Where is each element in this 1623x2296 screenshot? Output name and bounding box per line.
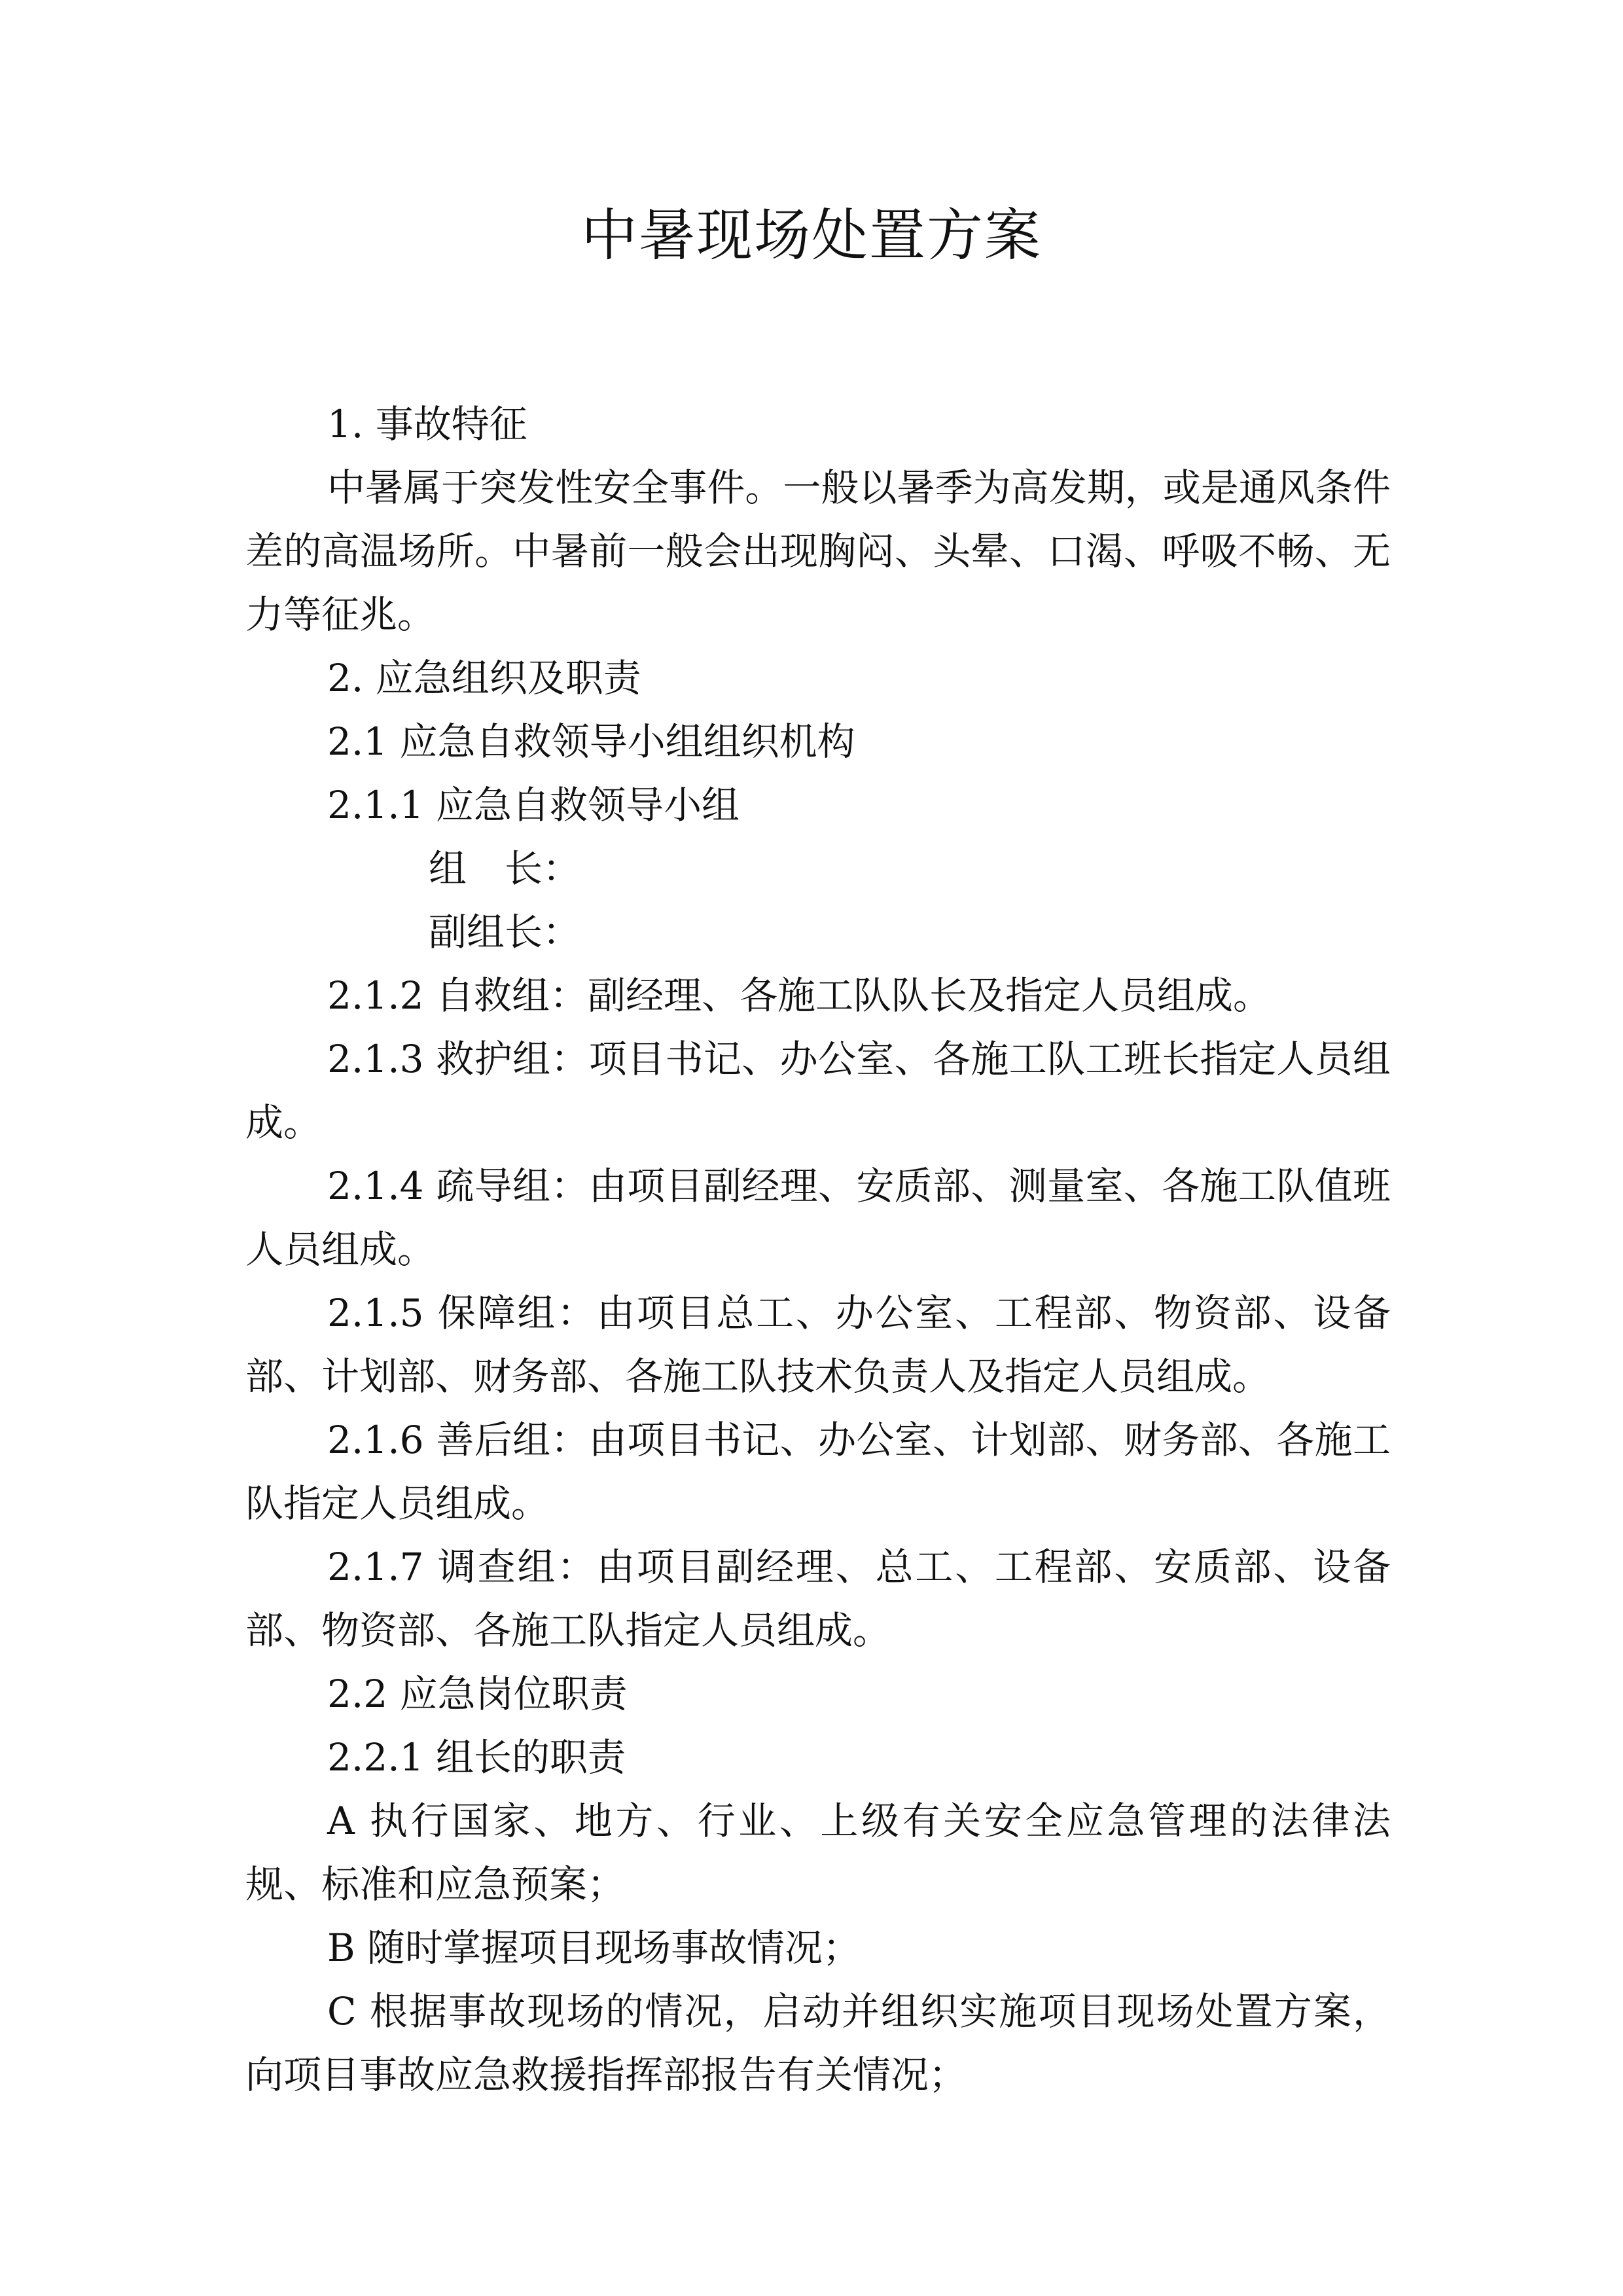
body-paragraph: 2.1.6 善后组：由项目书记、办公室、计划部、财务部、各施工队指定人员组成。 — [245, 1418, 1391, 1526]
document-body — [245, 393, 1391, 2107]
body-paragraph: B 随时掌握项目现场事故情况； — [327, 1926, 861, 1970]
body-paragraph: A 执行国家、地方、行业、上级有关安全应急管理的法律法规、标准和应急预案； — [245, 1799, 1391, 1907]
body-paragraph: 2.1.2 自救组：副经理、各施工队队长及指定人员组成。 — [327, 973, 1272, 1018]
body-paragraph: 2.1.5 保障组：由项目总工、办公室、工程部、物资部、设备部、计划部、财务部、各施工队技术负责人及指定人员组成。 — [245, 1291, 1391, 1399]
body-paragraph: 2.1.3 救护组：项目书记、办公室、各施工队工班长指定人员组成。 — [245, 1037, 1391, 1145]
body-paragraph: 2.1.7 调查组：由项目副经理、总工、工程部、安质部、设备部、物资部、各施工队指定人员组成。 — [245, 1545, 1391, 1653]
section-heading: 2.1.1 应急自救领导小组 — [327, 783, 740, 827]
body-paragraph: 中暑属于突发性安全事件。一般以暑季为高发期，或是通风条件差的高温场所。中暑前一般会出现胸闷、头晕、口渴、呼吸不畅、无力等征兆。 — [245, 465, 1391, 637]
body-paragraph: C 根据事故现场的情况，启动并组织实施项目现场处置方案，向项目事故应急救援指挥部报告有关情况； — [245, 1989, 1391, 2097]
section-heading: 2.2 应急岗位职责 — [327, 1672, 628, 1716]
member-line-deputy: 副组长： — [429, 910, 581, 954]
section-heading: 1. 事故特征 — [327, 402, 527, 446]
section-heading: 2.2.1 组长的职责 — [327, 1735, 626, 1780]
section-heading: 2.1 应急自救领导小组组织机构 — [327, 719, 855, 764]
body-paragraph: 2.1.4 疏导组：由项目副经理、安质部、测量室、各施工队值班人员组成。 — [245, 1164, 1391, 1272]
section-heading: 2. 应急组织及职责 — [327, 656, 641, 700]
member-line-leader: 组 长： — [429, 846, 581, 891]
document-title: 中暑现场处置方案 — [581, 203, 1042, 268]
